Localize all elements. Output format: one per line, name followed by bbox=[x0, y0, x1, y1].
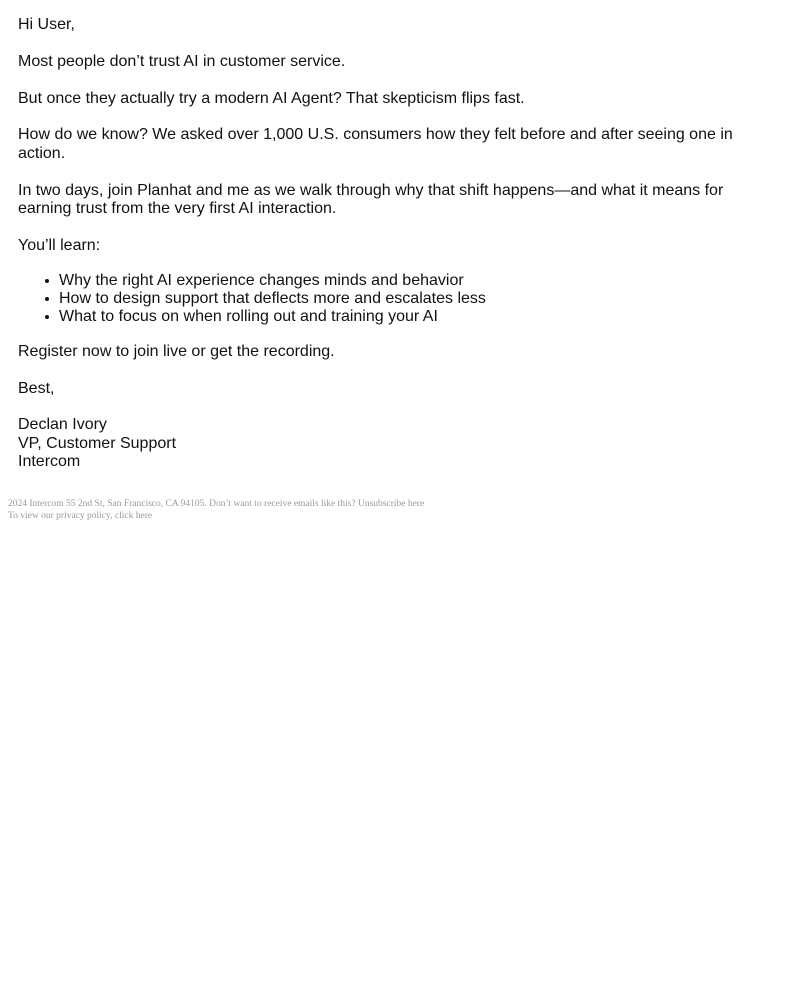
paragraph-skepticism: But once they actually try a modern AI Agent? That skepticism flips fast. bbox=[18, 89, 525, 107]
paragraph-invite: In two days, join Planhat and me as we walk through why that shift happens—and what it means for earning trust from the very first AI interaction. bbox=[18, 181, 724, 217]
signature-name: Declan Ivory bbox=[18, 416, 107, 434]
learn-list bbox=[18, 272, 758, 327]
learn-item-text: What to focus on when rolling out and training your AI bbox=[59, 308, 438, 326]
unsubscribe-link[interactable]: Unsubscribe here bbox=[357, 499, 425, 509]
privacy-policy-link[interactable]: click here bbox=[114, 510, 153, 521]
footer-address: 2024 Intercom 55 2nd St, San Francisco, CA 94105. bbox=[8, 499, 207, 509]
footer-line-2 bbox=[8, 511, 708, 523]
signoff: Best, bbox=[18, 379, 55, 397]
footer-line-1 bbox=[8, 499, 708, 511]
cta-text: Register now to join live or get the recording. bbox=[18, 342, 335, 360]
learn-item-text: Why the right AI experience changes minds and behavior bbox=[59, 271, 464, 289]
learn-heading: You’ll learn: bbox=[18, 236, 101, 254]
bullet-icon bbox=[45, 297, 49, 301]
bullet-icon bbox=[45, 315, 49, 319]
paragraph-survey: How do we know? We asked over 1,000 U.S. consumers how they felt before and after seeing one in action. bbox=[18, 126, 733, 162]
signature-block bbox=[18, 416, 758, 471]
greeting: Hi User, bbox=[18, 16, 75, 33]
footer-unsubscribe-prompt: Don’t want to receive emails like this? bbox=[209, 499, 356, 509]
email-body bbox=[18, 16, 758, 472]
footer-privacy-prompt: To view our privacy policy, bbox=[8, 510, 113, 521]
learn-item-text: How to design support that deflects more and escalates less bbox=[59, 290, 486, 307]
bullet-icon bbox=[45, 279, 49, 283]
signature-title: VP, Customer Support bbox=[18, 434, 177, 452]
learn-item bbox=[59, 308, 758, 326]
paragraph-intro: Most people don’t trust AI in customer service. bbox=[18, 52, 346, 70]
learn-item bbox=[59, 290, 758, 308]
email-footer bbox=[8, 499, 708, 522]
signature-company: Intercom bbox=[18, 453, 81, 471]
learn-item bbox=[59, 272, 758, 290]
